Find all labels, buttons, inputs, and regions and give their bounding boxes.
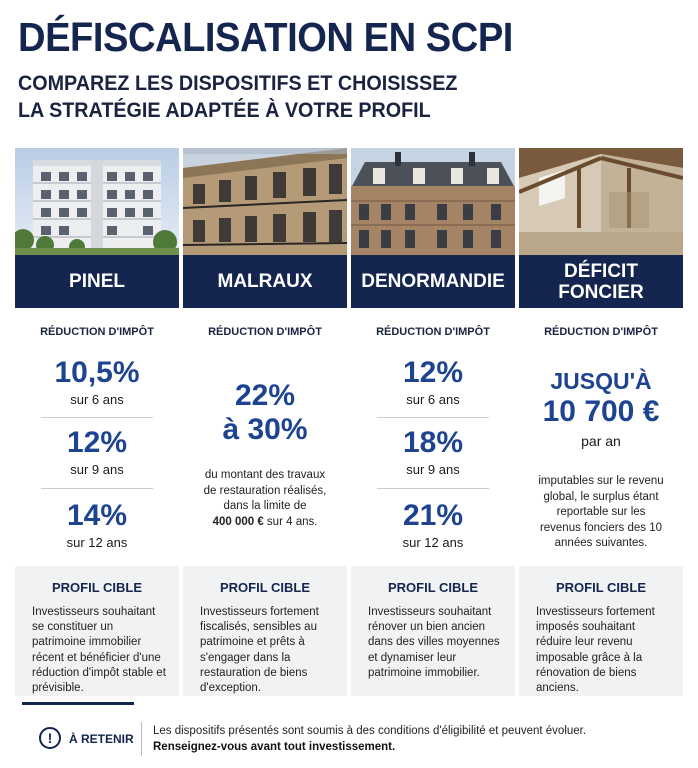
deficit-foncier-profile-text: Investisseurs fortement imposés souhaitant réduire leur revenu imposable grâce à la rénovation de biens anciens.	[536, 606, 655, 695]
column-denormandie	[351, 148, 515, 696]
malraux-banner	[183, 255, 347, 308]
malraux-profile-text: Investisseurs fortement fiscalisés, sensibles au patrimoine et prêts à s'engager dans la restauration de biens d'exception.	[200, 606, 319, 695]
denormandie-profile-text: Investisseurs souhaitant rénover un bien ancien dans des villes moyennes et dynamiser leur patrimoine immobilier.	[368, 606, 500, 679]
divider	[377, 417, 489, 418]
deficit-foncier-attic-image	[519, 148, 683, 255]
column-malraux	[183, 148, 347, 696]
pinel-rate-2: 12%	[66, 426, 128, 459]
malraux-profile	[183, 566, 347, 696]
denormandie-rate-2: 18%	[402, 426, 464, 459]
divider	[41, 488, 153, 489]
footer-text-line-1: Les dispositifs présentés sont soumis à des conditions d'éligibilité et peuvent évoluer.	[153, 725, 587, 737]
malraux-note-line-2: de restauration réalisés,	[203, 484, 327, 497]
deficit-foncier-per-year: par an	[581, 433, 621, 449]
pinel-building-image	[15, 148, 179, 255]
denormandie-title: DENORMANDIE	[361, 271, 505, 292]
denormandie-banner	[351, 255, 515, 308]
malraux-rate-to: à 30%	[222, 413, 308, 446]
malraux-reduction	[183, 308, 347, 562]
pinel-duration-1: sur 6 ans	[70, 392, 124, 407]
malraux-note-amount: 400 000 €	[212, 515, 264, 528]
deficit-foncier-amount: 10 700 €	[542, 395, 660, 428]
denormandie-duration-1: sur 6 ans	[406, 392, 460, 407]
column-pinel	[15, 148, 179, 696]
deficit-foncier-reduction	[519, 308, 683, 562]
denormandie-duration-3: sur 12 ans	[402, 535, 464, 550]
pinel-profile-text: Investisseurs souhaitant se constituer un patrimoine immobilier récent et bénéficier d'une réduction d'impôt stable et prévisible.	[32, 606, 166, 695]
subtitle-line-1: COMPAREZ LES DISPOSITIFS ET CHOISISSEZ	[18, 72, 458, 95]
deficit-foncier-profile-title: PROFIL CIBLE	[555, 580, 647, 595]
pinel-duration-3: sur 12 ans	[66, 535, 128, 550]
malraux-profile-title: PROFIL CIBLE	[219, 580, 311, 595]
pinel-rate-3: 14%	[66, 499, 128, 532]
malraux-note-line-3: dans la limite de	[223, 500, 307, 512]
page-subtitle	[18, 70, 648, 124]
malraux-note-tail: sur 4 ans.	[263, 515, 318, 528]
pinel-profile-title: PROFIL CIBLE	[51, 580, 143, 595]
footer-text-line-2: Renseignez-vous avant tout investissement.	[153, 741, 396, 753]
footer-accent-bar	[22, 702, 134, 705]
column-deficit-foncier	[519, 148, 683, 696]
deficit-foncier-note: imputables sur le revenu global, le surplus étant reportable sur les revenus fonciers des 10 années suivantes.	[538, 475, 664, 549]
info-icon: !	[39, 727, 61, 749]
deficit-foncier-banner	[519, 255, 683, 308]
pinel-reduction	[15, 308, 179, 562]
deficit-foncier-title-line-1: DÉFICIT	[564, 260, 638, 282]
pinel-reduction-label: RÉDUCTION D'IMPÔT	[40, 326, 154, 338]
pinel-title: PINEL	[69, 271, 125, 292]
malraux-building-image	[183, 148, 347, 255]
malraux-rate-from: 22%	[234, 379, 296, 412]
subtitle-line-2: LA STRATÉGIE ADAPTÉE À VOTRE PROFIL	[18, 99, 431, 122]
malraux-note	[199, 468, 331, 530]
denormandie-reduction	[351, 308, 515, 562]
footer-notice	[22, 702, 682, 762]
malraux-title: MALRAUX	[217, 271, 313, 292]
denormandie-profile-title: PROFIL CIBLE	[387, 580, 479, 595]
denormandie-duration-2: sur 9 ans	[406, 462, 460, 477]
pinel-rate-1: 10,5%	[54, 356, 140, 389]
pinel-profile	[15, 566, 179, 696]
malraux-note-line-1: du montant des travaux	[204, 469, 326, 481]
divider	[377, 488, 489, 489]
footer-divider	[141, 722, 142, 756]
deficit-foncier-title-line-2: FONCIER	[558, 281, 644, 303]
deficit-foncier-up-to: JUSQU'À	[550, 368, 652, 394]
denormandie-rate-1: 12%	[402, 356, 464, 389]
deficit-foncier-profile	[519, 566, 683, 696]
denormandie-profile	[351, 566, 515, 696]
denormandie-rate-3: 21%	[402, 499, 464, 532]
malraux-reduction-label: RÉDUCTION D'IMPÔT	[208, 326, 322, 338]
header	[18, 14, 688, 124]
pinel-banner	[15, 255, 179, 308]
denormandie-building-image	[351, 148, 515, 255]
divider	[41, 417, 153, 418]
deficit-foncier-reduction-label: RÉDUCTION D'IMPÔT	[544, 326, 658, 338]
footer-label: À RETENIR	[69, 732, 134, 746]
pinel-duration-2: sur 9 ans	[70, 462, 124, 477]
denormandie-reduction-label: RÉDUCTION D'IMPÔT	[376, 326, 490, 338]
page-title: DÉFISCALISATION EN SCPI	[18, 14, 513, 60]
comparison-grid	[15, 148, 683, 696]
